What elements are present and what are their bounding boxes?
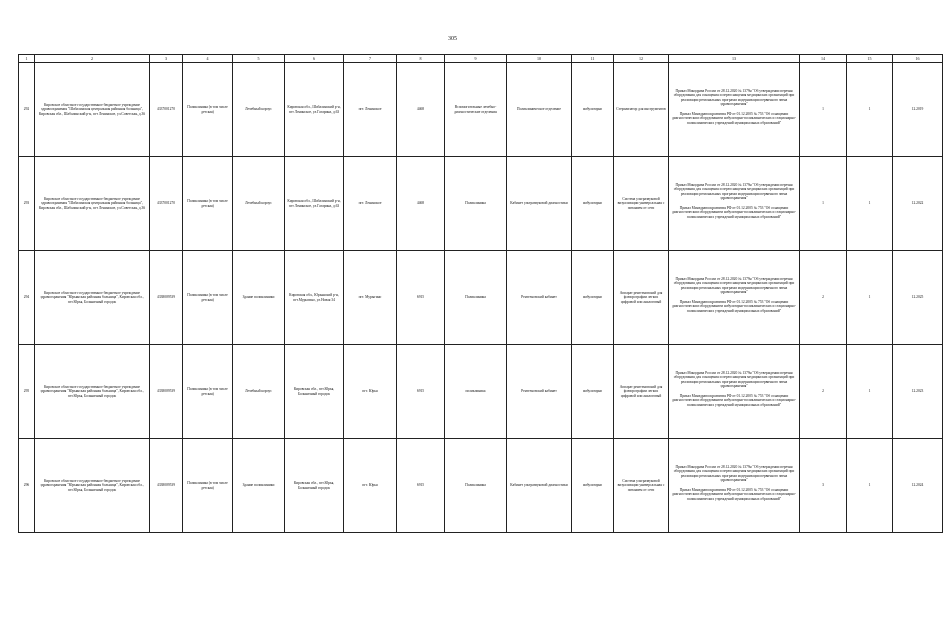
basis-order-2: Приказ Минздравсоцразвития РФ от 01.12.2005 № 753 "Об оснащении диагностическим оборудованием амбулаторно-поликлинических и стационарно-поликлинических учреждений муниципальных образований" (671, 299, 797, 313)
inn-cell: 4338009539 (150, 345, 183, 439)
equipment-cell: Система ультразвуковой визуализации универсальная с питанием от сети (614, 157, 669, 251)
address-cell: Кировская обл., Шабалинский р-н, пгт Ленинское, ул.Гагарина, д.63 (285, 63, 344, 157)
column-header: 8 (397, 55, 445, 63)
date-cell: 12.2022 (893, 157, 943, 251)
code-cell: 4468 (397, 157, 445, 251)
unit-type-cell: Поликлиника (445, 439, 507, 533)
column-header: 12 (614, 55, 669, 63)
code-cell: 6915 (397, 345, 445, 439)
column-header: 4 (183, 55, 233, 63)
building-cell: Здание поликлиники (233, 439, 285, 533)
table-row (19, 439, 943, 533)
table-row (19, 157, 943, 251)
column-header: 15 (847, 55, 893, 63)
department-cell: Поликлиническое отделение (507, 63, 572, 157)
address-cell: Кировская обл., Юрьянский р-н, пгт.Мурыгино, ул.Новая 34 (285, 251, 344, 345)
column-header: 16 (893, 55, 943, 63)
unit-type-cell: Поликлиника (445, 157, 507, 251)
equipment-cell: Система ультразвуковой визуализации универсальная с питанием от сети (614, 439, 669, 533)
building-cell: Лечебный корпус (233, 63, 285, 157)
organization-cell: Кировское областное государственное бюджетное учреждение здравоохранения "Юрьянская районная больница", Кировская обл., пгт.Юрья, Больничный городок (35, 345, 150, 439)
inn-cell: 4337001270 (150, 63, 183, 157)
page-number: 305 (448, 36, 457, 42)
inn-cell: 4337001270 (150, 157, 183, 251)
quantity-plan-cell: 1 (847, 63, 893, 157)
quantity-plan-cell: 1 (847, 251, 893, 345)
code-cell: 4468 (397, 63, 445, 157)
equipment-cell: Аппарат рентгеновский для флюорографии легких цифровой или аналоговый (614, 345, 669, 439)
code-cell: 6915 (397, 439, 445, 533)
column-header: 3 (150, 55, 183, 63)
department-cell: Рентгеновский кабинет (507, 251, 572, 345)
column-header: 13 (669, 55, 800, 63)
department-cell: Кабинет ультразвуковой диагностики (507, 439, 572, 533)
equipment-table (18, 54, 943, 533)
basis-cell (669, 439, 800, 533)
equipment-cell: Аппарат рентгеновский для флюорографии легких цифровой или аналоговый (614, 251, 669, 345)
date-cell: 12.2024 (893, 439, 943, 533)
care-type-cell: амбулаторно (572, 157, 614, 251)
organization-cell: Кировское областное государственное бюджетное учреждение здравоохранения "Шабалинская центральная районная больница", Кировская обл., Шабалинский р-н, пгт Ленинское, ул.Советская, д.36 (35, 63, 150, 157)
basis-cell (669, 345, 800, 439)
organization-cell: Кировское областное государственное бюджетное учреждение здравоохранения "Юрьянская районная больница", Кировская обл., пгт.Юрья, Больничный городок (35, 251, 150, 345)
contingent-cell: Поликлиника (в том числе детская) (183, 63, 233, 157)
locality-cell: пгт. Мурыгино (344, 251, 397, 345)
address-cell: Кировская обл., пгт.Юрья, Больничный городок (285, 345, 344, 439)
row-number: 293 (19, 157, 35, 251)
locality-cell: пгт. Ленинское (344, 157, 397, 251)
basis-order-2: Приказ Минздравсоцразвития РФ от 01.12.2005 № 753 "Об оснащении диагностическим оборудованием амбулаторно-поликлинических и стационарно-поликлинических учреждений муниципальных образований" (671, 205, 797, 219)
basis-order-1: Приказ Минздрава России от 28.12.2020 № 1379н "Об утверждении перечня оборудования для оснащения и переоснащения медицинских организаций при реализации региональных программ модернизации первичного звена здравоохранения" (673, 88, 795, 107)
quantity-plan-cell: 1 (847, 157, 893, 251)
building-cell: Здание поликлиники (233, 251, 285, 345)
quantity-plan-cell: 1 (847, 439, 893, 533)
table-row (19, 251, 943, 345)
basis-order-1: Приказ Минздрава России от 28.12.2020 № 1379н "Об утверждении перечня оборудования для оснащения и переоснащения медицинских организаций при реализации региональных программ модернизации первичного звена здравоохранения" (673, 182, 795, 201)
department-cell: Кабинет ультразвуковой диагностики (507, 157, 572, 251)
column-header: 14 (800, 55, 847, 63)
row-number: 296 (19, 439, 35, 533)
quantity-need-cell: 3 (800, 439, 847, 533)
organization-cell: Кировское областное государственное бюджетное учреждение здравоохранения "Шабалинская центральная районная больница", Кировская обл., Шабалинский р-н, пгт Ленинское, ул.Советская, д.36 (35, 157, 150, 251)
column-header: 6 (285, 55, 344, 63)
quantity-need-cell: 2 (800, 251, 847, 345)
unit-type-cell: Вспомогательные лечебно-диагностические отделения (445, 63, 507, 157)
care-type-cell: амбулаторно (572, 439, 614, 533)
basis-order-1: Приказ Минздрава России от 28.12.2020 № 1379н "Об утверждении перечня оборудования для оснащения и переоснащения медицинских организаций при реализации региональных программ модернизации первичного звена здравоохранения" (673, 370, 795, 389)
basis-cell (669, 251, 800, 345)
department-cell: Рентгеновский кабинет (507, 345, 572, 439)
column-header: 10 (507, 55, 572, 63)
column-header: 9 (445, 55, 507, 63)
address-cell: Кировская обл., Шабалинский р-н, пгт Ленинское, ул.Гагарина, д.63 (285, 157, 344, 251)
row-number: 292 (19, 63, 35, 157)
quantity-need-cell: 1 (800, 63, 847, 157)
basis-order-2: Приказ Минздравсоцразвития РФ от 01.12.2005 № 753 "Об оснащении диагностическим оборудованием амбулаторно-поликлинических и стационарно-поликлинических учреждений муниципальных образований" (671, 111, 797, 125)
date-cell: 12.2019 (893, 63, 943, 157)
code-cell: 6915 (397, 251, 445, 345)
care-type-cell: амбулаторно (572, 251, 614, 345)
organization-cell: Кировское областное государственное бюджетное учреждение здравоохранения "Юрьянская районная больница", Кировская обл., пгт.Юрья, Больничный городок (35, 439, 150, 533)
contingent-cell: Поликлиника (в том числе детская) (183, 345, 233, 439)
basis-order-1: Приказ Минздрава России от 28.12.2020 № 1379н "Об утверждении перечня оборудования для оснащения и переоснащения медицинских организаций при реализации региональных программ модернизации первичного звена здравоохранения" (673, 464, 795, 483)
row-number: 295 (19, 345, 35, 439)
basis-order-1: Приказ Минздрава России от 28.12.2020 № 1379н "Об утверждении перечня оборудования для оснащения и переоснащения медицинских организаций при реализации региональных программ модернизации первичного звена здравоохранения" (673, 276, 795, 295)
column-header: 7 (344, 55, 397, 63)
quantity-need-cell: 1 (800, 157, 847, 251)
row-number: 294 (19, 251, 35, 345)
inn-cell: 4338009539 (150, 439, 183, 533)
basis-order-2: Приказ Минздравсоцразвития РФ от 01.12.2005 № 753 "Об оснащении диагностическим оборудованием амбулаторно-поликлинических и стационарно-поликлинических учреждений муниципальных образований" (671, 487, 797, 501)
contingent-cell: Поликлиника (в том числе детская) (183, 251, 233, 345)
unit-type-cell: поликлиника (445, 345, 507, 439)
unit-type-cell: Поликлиника (445, 251, 507, 345)
column-header: 2 (35, 55, 150, 63)
address-cell: Кировская обл., пгт.Юрья, Больничный городок (285, 439, 344, 533)
date-cell: 12.2023 (893, 345, 943, 439)
quantity-plan-cell: 1 (847, 345, 893, 439)
basis-cell (669, 157, 800, 251)
quantity-need-cell: 2 (800, 345, 847, 439)
locality-cell: пгт. Ленинское (344, 63, 397, 157)
locality-cell: пгт. Юрья (344, 345, 397, 439)
locality-cell: пгт. Юрья (344, 439, 397, 533)
basis-cell (669, 63, 800, 157)
table-row (19, 345, 943, 439)
basis-order-2: Приказ Минздравсоцразвития РФ от 01.12.2005 № 753 "Об оснащении диагностическим оборудованием амбулаторно-поликлинических и стационарно-поликлинических учреждений муниципальных образований" (671, 393, 797, 407)
table-row (19, 63, 943, 157)
column-header: 5 (233, 55, 285, 63)
building-cell: Лечебный корпус (233, 345, 285, 439)
building-cell: Лечебный корпус (233, 157, 285, 251)
care-type-cell: амбулаторно (572, 345, 614, 439)
contingent-cell: Поликлиника (в том числе детская) (183, 157, 233, 251)
equipment-cell: Стерилизатор для инструментов (614, 63, 669, 157)
contingent-cell: Поликлиника (в том числе детская) (183, 439, 233, 533)
column-header: 1 (19, 55, 35, 63)
table-header-row (19, 55, 943, 63)
date-cell: 12.2025 (893, 251, 943, 345)
column-header: 11 (572, 55, 614, 63)
care-type-cell: амбулаторно (572, 63, 614, 157)
inn-cell: 4338009539 (150, 251, 183, 345)
